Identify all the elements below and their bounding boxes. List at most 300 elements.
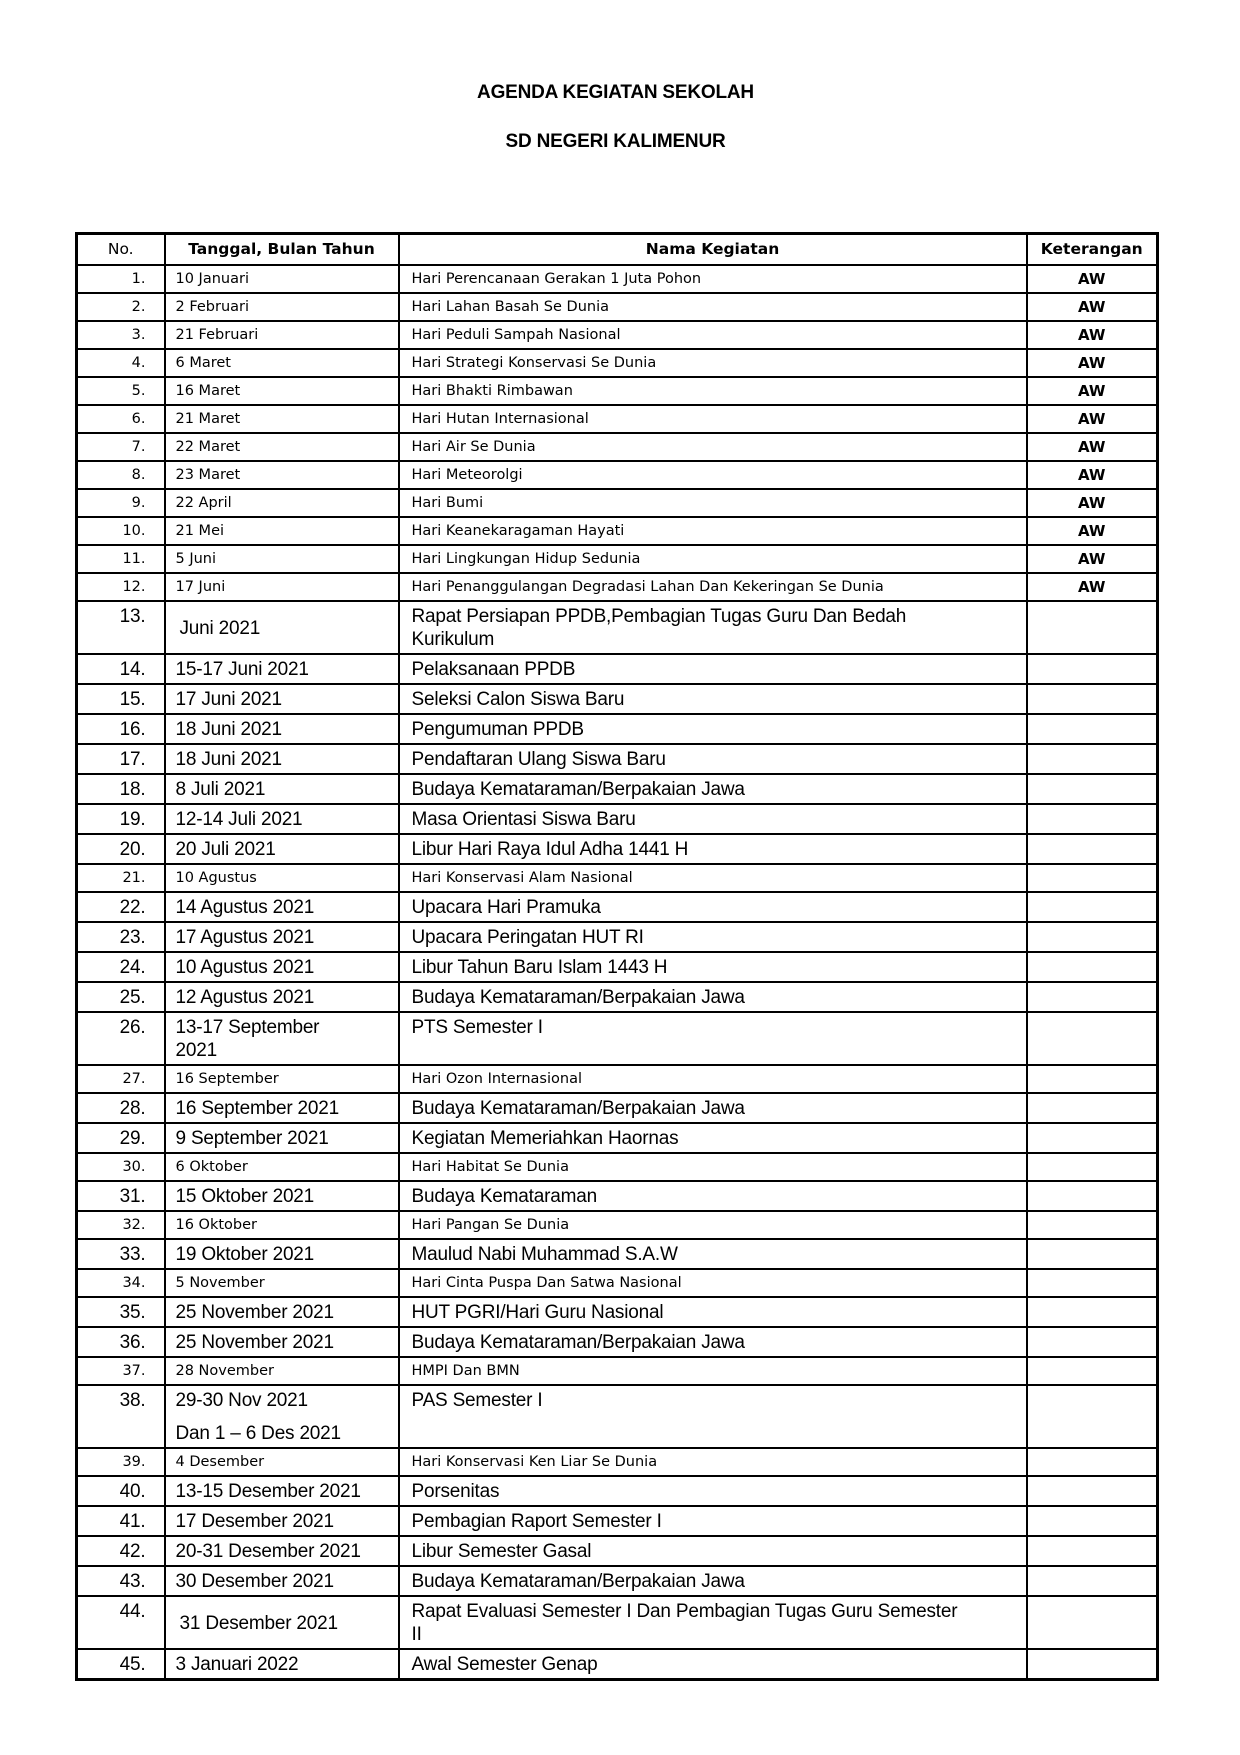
remark-cell: AW <box>1027 461 1158 489</box>
date-text: 25 November 2021 <box>175 1332 334 1353</box>
activity-text: Budaya Kemataraman/Berpakaian Jawa <box>411 1098 745 1119</box>
table-row <box>77 982 1158 1012</box>
remark-cell <box>1027 1123 1158 1153</box>
activity-text-line2: Kurikulum <box>411 629 495 650</box>
date-cell <box>165 349 399 377</box>
activity-cell <box>399 1448 1027 1476</box>
table-row <box>77 1327 1158 1357</box>
activity-text: Budaya Kemataraman/Berpakaian Jawa <box>411 1332 745 1353</box>
remark-cell <box>1027 922 1158 952</box>
activity-cell <box>399 1297 1027 1327</box>
remark-cell <box>1027 714 1158 744</box>
activity-text: Budaya Kemataraman/Berpakaian Jawa <box>411 1571 745 1592</box>
table-row <box>77 405 1158 433</box>
date-cell <box>165 1239 399 1269</box>
header-tanggal: Tanggal, Bulan Tahun <box>165 234 399 266</box>
date-text: 6 Maret <box>175 355 231 371</box>
activity-text: Hari Pangan Se Dunia <box>411 1217 570 1233</box>
table-row <box>77 349 1158 377</box>
remark-cell <box>1027 1065 1158 1093</box>
activity-text: Hari Lingkungan Hidup Sedunia <box>411 551 641 567</box>
agenda-table <box>75 232 1159 1681</box>
row-number-cell: 21. <box>77 864 165 892</box>
date-cell <box>165 922 399 952</box>
date-cell <box>165 265 399 293</box>
date-text: 30 Desember 2021 <box>175 1571 334 1592</box>
activity-text: Rapat Persiapan PPDB,Pembagian Tugas Guru Dan Bedah <box>411 606 907 627</box>
activity-text: Upacara Hari Pramuka <box>411 897 601 918</box>
remark-cell <box>1027 1297 1158 1327</box>
date-cell <box>165 377 399 405</box>
activity-cell <box>399 1596 1027 1649</box>
table-row <box>77 744 1158 774</box>
remark-cell <box>1027 1596 1158 1649</box>
table-row <box>77 321 1158 349</box>
activity-cell <box>399 545 1027 573</box>
table-row <box>77 834 1158 864</box>
activity-text: Libur Hari Raya Idul Adha 1441 H <box>411 839 689 860</box>
agenda-table-body <box>77 265 1158 1680</box>
row-number-cell: 23. <box>77 922 165 952</box>
date-cell <box>165 952 399 982</box>
activity-cell <box>399 573 1027 601</box>
activity-cell <box>399 265 1027 293</box>
date-cell <box>165 1012 399 1065</box>
date-cell <box>165 1153 399 1181</box>
date-text: 17 Agustus 2021 <box>175 927 315 948</box>
date-cell <box>165 1297 399 1327</box>
date-cell <box>165 1566 399 1596</box>
remark-cell <box>1027 1181 1158 1211</box>
table-row <box>77 864 1158 892</box>
date-text: 21 Maret <box>175 411 241 427</box>
table-row <box>77 654 1158 684</box>
remark-cell <box>1027 1239 1158 1269</box>
date-text: 29-30 Nov 2021 <box>175 1390 308 1411</box>
table-row <box>77 1239 1158 1269</box>
date-cell <box>165 744 399 774</box>
date-text: 16 Oktober <box>175 1217 258 1233</box>
row-number-cell: 27. <box>77 1065 165 1093</box>
remark-cell: AW <box>1027 377 1158 405</box>
activity-cell <box>399 1649 1027 1680</box>
row-number-cell: 12. <box>77 573 165 601</box>
remark-cell <box>1027 654 1158 684</box>
activity-text: Hari Peduli Sampah Nasional <box>411 327 621 343</box>
row-number-cell: 29. <box>77 1123 165 1153</box>
row-number-cell: 37. <box>77 1357 165 1385</box>
remark-cell <box>1027 1536 1158 1566</box>
activity-cell <box>399 1327 1027 1357</box>
activity-text: Hari Penanggulangan Degradasi Lahan Dan Kekeringan Se Dunia <box>411 579 884 595</box>
table-row <box>77 804 1158 834</box>
remark-cell <box>1027 1093 1158 1123</box>
date-text: Juni 2021 <box>179 617 261 639</box>
row-number-cell: 32. <box>77 1211 165 1239</box>
row-number-cell: 9. <box>77 489 165 517</box>
table-row <box>77 265 1158 293</box>
date-cell <box>165 1649 399 1680</box>
activity-text: Seleksi Calon Siswa Baru <box>411 689 625 710</box>
date-cell <box>165 684 399 714</box>
activity-text: Libur Tahun Baru Islam 1443 H <box>411 957 668 978</box>
date-text: 8 Juli 2021 <box>175 779 266 800</box>
activity-text: Hari Air Se Dunia <box>411 439 536 455</box>
date-cell <box>165 517 399 545</box>
date-text: 2 Februari <box>175 299 250 315</box>
activity-cell <box>399 1536 1027 1566</box>
activity-cell <box>399 1239 1027 1269</box>
date-text: 12-14 Juli 2021 <box>175 809 303 830</box>
date-cell <box>165 1536 399 1566</box>
activity-text: Pembagian Raport Semester I <box>411 1511 662 1532</box>
activity-cell <box>399 892 1027 922</box>
remark-cell <box>1027 1649 1158 1680</box>
remark-cell: AW <box>1027 545 1158 573</box>
activity-text: Hari Habitat Se Dunia <box>411 1159 569 1175</box>
table-row <box>77 1153 1158 1181</box>
table-row <box>77 545 1158 573</box>
row-number-cell: 45. <box>77 1649 165 1680</box>
row-number-cell: 11. <box>77 545 165 573</box>
table-row <box>77 573 1158 601</box>
activity-cell <box>399 804 1027 834</box>
row-number-cell: 7. <box>77 433 165 461</box>
activity-cell <box>399 293 1027 321</box>
date-cell <box>165 321 399 349</box>
date-text: 22 April <box>175 495 232 511</box>
row-number-cell: 10. <box>77 517 165 545</box>
row-number-cell: 25. <box>77 982 165 1012</box>
remark-cell: AW <box>1027 517 1158 545</box>
activity-text: Hari Bumi <box>411 495 484 511</box>
table-row <box>77 714 1158 744</box>
activity-text: Libur Semester Gasal <box>411 1541 592 1562</box>
date-text: 20 Juli 2021 <box>175 839 276 860</box>
table-row <box>77 1596 1158 1649</box>
date-cell <box>165 1385 399 1448</box>
date-cell <box>165 433 399 461</box>
activity-text: Hari Strategi Konservasi Se Dunia <box>411 355 657 371</box>
activity-cell <box>399 922 1027 952</box>
activity-cell <box>399 1476 1027 1506</box>
table-row <box>77 461 1158 489</box>
activity-cell <box>399 864 1027 892</box>
table-row <box>77 1506 1158 1536</box>
date-text: 5 November <box>175 1275 265 1291</box>
activity-text: PAS Semester I <box>411 1390 543 1411</box>
date-cell <box>165 461 399 489</box>
table-row <box>77 1649 1158 1680</box>
activity-text: Hari Meteorolgi <box>411 467 523 483</box>
activity-text: Hari Lahan Basah Se Dunia <box>411 299 609 315</box>
activity-text: Rapat Evaluasi Semester I Dan Pembagian Tugas Guru Semester <box>411 1601 958 1622</box>
table-row <box>77 1269 1158 1297</box>
activity-text: Hari Perencanaan Gerakan 1 Juta Pohon <box>411 271 702 287</box>
activity-text: Porsenitas <box>411 1481 500 1502</box>
activity-text: Kegiatan Memeriahkan Haornas <box>411 1128 679 1149</box>
activity-cell <box>399 654 1027 684</box>
table-row <box>77 1566 1158 1596</box>
date-cell <box>165 1211 399 1239</box>
remark-cell <box>1027 804 1158 834</box>
date-text: 21 Februari <box>175 327 259 343</box>
date-cell <box>165 834 399 864</box>
date-text: 10 Agustus <box>175 870 257 886</box>
row-number-cell: 13. <box>77 601 165 654</box>
remark-cell: AW <box>1027 433 1158 461</box>
table-row <box>77 1093 1158 1123</box>
activity-cell <box>399 744 1027 774</box>
row-number-cell: 40. <box>77 1476 165 1506</box>
remark-cell <box>1027 1476 1158 1506</box>
table-row <box>77 293 1158 321</box>
remark-cell <box>1027 774 1158 804</box>
date-text: 5 Juni <box>175 551 217 567</box>
date-cell <box>165 1065 399 1093</box>
table-row <box>77 1448 1158 1476</box>
activity-cell <box>399 377 1027 405</box>
remark-cell <box>1027 684 1158 714</box>
table-row <box>77 1297 1158 1327</box>
activity-cell <box>399 1153 1027 1181</box>
activity-cell <box>399 1181 1027 1211</box>
activity-cell <box>399 517 1027 545</box>
activity-cell <box>399 1566 1027 1596</box>
row-number-cell: 38. <box>77 1385 165 1448</box>
remark-cell <box>1027 1448 1158 1476</box>
row-number-cell: 20. <box>77 834 165 864</box>
row-number-cell: 16. <box>77 714 165 744</box>
date-cell <box>165 545 399 573</box>
activity-text: Hari Hutan Internasional <box>411 411 589 427</box>
activity-cell <box>399 1269 1027 1297</box>
remark-cell: AW <box>1027 293 1158 321</box>
date-text: 20-31 Desember 2021 <box>175 1541 361 1562</box>
date-text: 14 Agustus 2021 <box>175 897 315 918</box>
remark-cell: AW <box>1027 573 1158 601</box>
row-number-cell: 33. <box>77 1239 165 1269</box>
activity-cell <box>399 982 1027 1012</box>
date-cell <box>165 1123 399 1153</box>
table-row <box>77 1065 1158 1093</box>
activity-cell <box>399 1012 1027 1065</box>
row-number-cell: 15. <box>77 684 165 714</box>
date-cell <box>165 1269 399 1297</box>
date-text: 12 Agustus 2021 <box>175 987 315 1008</box>
activity-cell <box>399 321 1027 349</box>
date-cell <box>165 1476 399 1506</box>
date-text: 13-17 September <box>175 1017 320 1038</box>
remark-cell <box>1027 1506 1158 1536</box>
date-text: 31 Desember 2021 <box>179 1612 338 1634</box>
activity-cell <box>399 349 1027 377</box>
date-text: 16 September <box>175 1071 279 1087</box>
row-number-cell: 5. <box>77 377 165 405</box>
row-number-cell: 2. <box>77 293 165 321</box>
remark-cell <box>1027 1566 1158 1596</box>
remark-cell: AW <box>1027 405 1158 433</box>
date-cell <box>165 982 399 1012</box>
header-keterangan: Keterangan <box>1027 234 1158 266</box>
activity-cell <box>399 601 1027 654</box>
date-cell <box>165 405 399 433</box>
activity-text: Pengumuman PPDB <box>411 719 584 740</box>
remark-cell <box>1027 601 1158 654</box>
date-text-line2: Dan 1 – 6 Des 2021 <box>175 1423 341 1444</box>
date-cell <box>165 601 399 654</box>
date-cell <box>165 489 399 517</box>
activity-text: Pendaftaran Ulang Siswa Baru <box>411 749 666 770</box>
date-cell <box>165 1448 399 1476</box>
row-number-cell: 3. <box>77 321 165 349</box>
row-number-cell: 17. <box>77 744 165 774</box>
table-row <box>77 1012 1158 1065</box>
remark-cell <box>1027 744 1158 774</box>
activity-text: Upacara Peringatan HUT RI <box>411 927 644 948</box>
table-row <box>77 952 1158 982</box>
remark-cell <box>1027 1012 1158 1065</box>
activity-cell <box>399 1093 1027 1123</box>
activity-text: Hari Keanekaragaman Hayati <box>411 523 625 539</box>
date-text: 13-15 Desember 2021 <box>175 1481 361 1502</box>
remark-cell <box>1027 864 1158 892</box>
row-number-cell: 36. <box>77 1327 165 1357</box>
table-row <box>77 601 1158 654</box>
table-row <box>77 774 1158 804</box>
date-cell <box>165 1506 399 1536</box>
row-number-cell: 14. <box>77 654 165 684</box>
date-cell <box>165 1181 399 1211</box>
activity-text-line2: II <box>411 1624 422 1645</box>
activity-text: HUT PGRI/Hari Guru Nasional <box>411 1302 664 1323</box>
header-kegiatan: Nama Kegiatan <box>399 234 1027 266</box>
date-text: 21 Mei <box>175 523 225 539</box>
activity-cell <box>399 461 1027 489</box>
date-text: 23 Maret <box>175 467 241 483</box>
activity-cell <box>399 405 1027 433</box>
date-text: 6 Oktober <box>175 1159 248 1175</box>
row-number-cell: 44. <box>77 1596 165 1649</box>
remark-cell <box>1027 1357 1158 1385</box>
activity-cell <box>399 1506 1027 1536</box>
activity-text: Hari Konservasi Alam Nasional <box>411 870 633 886</box>
row-number-cell: 31. <box>77 1181 165 1211</box>
activity-text: Masa Orientasi Siswa Baru <box>411 809 636 830</box>
remark-cell: AW <box>1027 265 1158 293</box>
date-text: 25 November 2021 <box>175 1302 334 1323</box>
row-number-cell: 4. <box>77 349 165 377</box>
date-text-line2: 2021 <box>175 1040 217 1061</box>
activity-cell <box>399 684 1027 714</box>
table-row <box>77 684 1158 714</box>
date-text: 22 Maret <box>175 439 241 455</box>
activity-cell <box>399 1123 1027 1153</box>
remark-cell <box>1027 1385 1158 1448</box>
table-row <box>77 922 1158 952</box>
activity-cell <box>399 1211 1027 1239</box>
date-cell <box>165 573 399 601</box>
date-cell <box>165 293 399 321</box>
table-row <box>77 1536 1158 1566</box>
page-subtitle: SD NEGERI KALIMENUR <box>505 131 726 152</box>
activity-text: Hari Konservasi Ken Liar Se Dunia <box>411 1454 658 1470</box>
date-text: 18 Juni 2021 <box>175 749 282 770</box>
remark-cell <box>1027 1269 1158 1297</box>
remark-cell: AW <box>1027 321 1158 349</box>
date-text: 9 September 2021 <box>175 1128 329 1149</box>
activity-text: Hari Cinta Puspa Dan Satwa Nasional <box>411 1275 682 1291</box>
row-number-cell: 35. <box>77 1297 165 1327</box>
row-number-cell: 1. <box>77 265 165 293</box>
row-number-cell: 26. <box>77 1012 165 1065</box>
row-number-cell: 22. <box>77 892 165 922</box>
row-number-cell: 6. <box>77 405 165 433</box>
date-cell <box>165 774 399 804</box>
activity-text: Pelaksanaan PPDB <box>411 659 576 680</box>
activity-text: Hari Ozon Internasional <box>411 1071 582 1087</box>
row-number-cell: 42. <box>77 1536 165 1566</box>
date-text: 19 Oktober 2021 <box>175 1244 315 1265</box>
activity-text: PTS Semester I <box>411 1017 543 1038</box>
date-cell <box>165 714 399 744</box>
activity-text: HMPI Dan BMN <box>411 1363 520 1379</box>
date-text: 18 Juni 2021 <box>175 719 282 740</box>
row-number-cell: 43. <box>77 1566 165 1596</box>
activity-cell <box>399 952 1027 982</box>
table-row <box>77 1476 1158 1506</box>
activity-cell <box>399 1065 1027 1093</box>
date-text: 17 Juni <box>175 579 226 595</box>
row-number-cell: 19. <box>77 804 165 834</box>
row-number-cell: 18. <box>77 774 165 804</box>
table-row <box>77 517 1158 545</box>
date-text: 17 Desember 2021 <box>175 1511 334 1532</box>
header-no: No. <box>77 234 165 266</box>
remark-cell <box>1027 834 1158 864</box>
remark-cell <box>1027 952 1158 982</box>
remark-cell <box>1027 892 1158 922</box>
activity-cell <box>399 1357 1027 1385</box>
activity-cell <box>399 489 1027 517</box>
row-number-cell: 8. <box>77 461 165 489</box>
table-row <box>77 1385 1158 1448</box>
date-cell <box>165 1093 399 1123</box>
table-header-row <box>77 234 1158 266</box>
date-text: 16 Maret <box>175 383 241 399</box>
date-cell <box>165 1357 399 1385</box>
table-row <box>77 1211 1158 1239</box>
activity-cell <box>399 834 1027 864</box>
remark-cell: AW <box>1027 349 1158 377</box>
date-text: 15-17 Juni 2021 <box>175 659 309 680</box>
table-row <box>77 489 1158 517</box>
remark-cell: AW <box>1027 489 1158 517</box>
remark-cell <box>1027 1211 1158 1239</box>
remark-cell <box>1027 982 1158 1012</box>
row-number-cell: 41. <box>77 1506 165 1536</box>
table-row <box>77 1123 1158 1153</box>
table-row <box>77 892 1158 922</box>
date-cell <box>165 1327 399 1357</box>
date-text: 16 September 2021 <box>175 1098 339 1119</box>
date-text: 4 Desember <box>175 1454 265 1470</box>
date-text: 10 Agustus 2021 <box>175 957 315 978</box>
date-cell <box>165 864 399 892</box>
date-cell <box>165 804 399 834</box>
activity-text: Budaya Kemataraman/Berpakaian Jawa <box>411 987 745 1008</box>
document-page <box>75 0 1156 1681</box>
